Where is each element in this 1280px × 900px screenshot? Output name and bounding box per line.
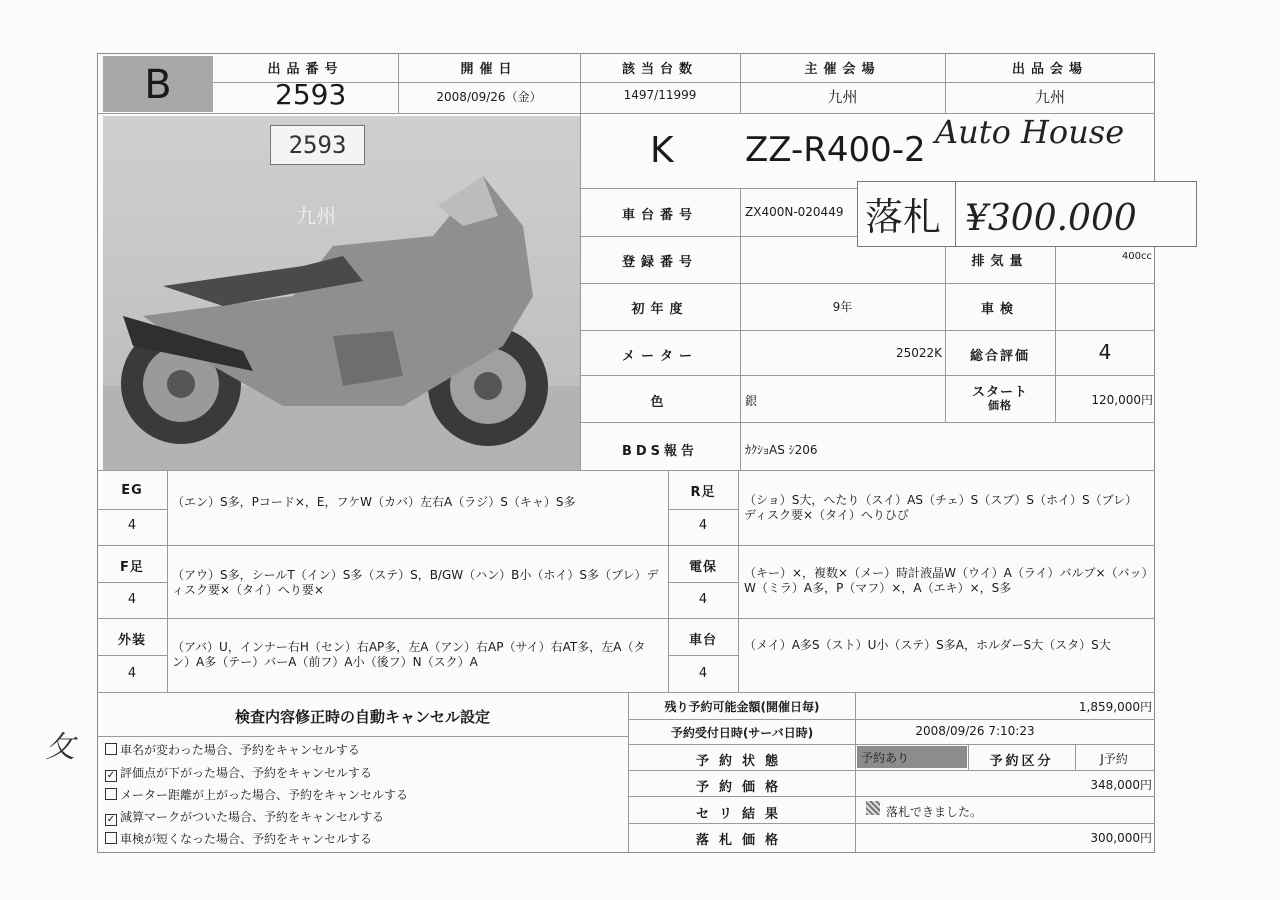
reservation-type: J予約 (1100, 752, 1128, 766)
auction-result-label: セリ結果 (695, 807, 788, 822)
cancel-option-deduction-mark[interactable]: ✓ 減算マークがついた場合、予約をキャンセルする (106, 810, 385, 825)
count-value: 1497/11999 (623, 88, 697, 102)
displacement-label: 排気量 (971, 254, 1029, 269)
inspection-label: 車検 (980, 302, 1019, 317)
host-venue: 九州 (827, 88, 858, 106)
checkbox-checked-icon[interactable]: ✓ (106, 770, 116, 781)
rear-leg-note: （ショ）S大，へたり（スイ）AS（チェ）S（スブ）S（ホイ）S（ブレ）ディスク要×（タイ）へりひび (744, 493, 1138, 522)
exterior-note: （アバ）U，インナー右H（セン）右AP多，左A（アン）右AP（サイ）右AT多，左A（タン）A多（テー）バーA（前フ）A小（後フ）N（スク）A (172, 640, 646, 669)
exterior-score: 4 (127, 666, 137, 681)
auction-date: 2008/09/26（金） (436, 90, 542, 104)
handwritten-buyer: Auto House (935, 113, 1125, 151)
remaining-budget-label: 残り予約可能金額(開催日毎) (664, 700, 820, 714)
eg-score: 4 (127, 518, 137, 533)
cancel-option-meter-increase[interactable]: メーター距離が上がった場合、予約をキャンセルする (105, 786, 408, 803)
auction-result: 落札できました。 (886, 805, 983, 819)
rear-leg-score: 4 (698, 518, 708, 533)
result-icon (866, 801, 880, 815)
reservation-price: 348,000円 (1090, 778, 1152, 792)
reservation-type-label: 予約区分 (989, 754, 1054, 769)
final-price: 300,000円 (1090, 831, 1152, 845)
checkbox-checked-icon[interactable]: ✓ (106, 814, 116, 825)
chassis-score: 4 (698, 666, 708, 681)
count-label: 該当台数 (621, 62, 698, 77)
remaining-budget: 1,859,000円 (1078, 700, 1152, 714)
venue: 九州 (1034, 88, 1065, 106)
electrical-label: 電保 (688, 560, 717, 575)
eg-label: EG (121, 483, 143, 498)
eg-note: （エン）S多，Pコード×，E，フケW（カバ）左右A（ラジ）S（キャ）S多 (172, 495, 576, 509)
margin-handwritten-mark: ⺙ (45, 730, 75, 765)
start-price-label-2: 価格 (988, 399, 1012, 412)
bds-report-label: BDS報告 (621, 444, 699, 459)
first-year-value: 9年 (832, 300, 853, 314)
motorcycle-image (103, 116, 580, 470)
overall-score-label: 総合評価 (969, 349, 1030, 364)
frame-number-label: 車台番号 (621, 208, 698, 223)
reservation-price-label: 予約価格 (695, 780, 788, 795)
reservation-status: 予約あり (857, 746, 967, 768)
auto-cancel-title: 検査内容修正時の自動キャンセル設定 (234, 708, 490, 726)
grade-letter: B (103, 56, 213, 112)
final-price-label: 落札価格 (695, 833, 788, 848)
auction-date-label: 開催日 (460, 62, 518, 77)
start-price: 120,000円 (1091, 393, 1153, 407)
chassis-note: （メイ）A多S（スト）U小（ステ）S多A，ホルダーS大（スタ）S大 (744, 638, 1111, 652)
reservation-time: 2008/09/26 7:10:23 (915, 724, 1035, 738)
lot-number: 2593 (275, 78, 347, 111)
handwritten-price: ¥300.000 (965, 198, 1137, 239)
meter-value: 25022K (895, 346, 942, 360)
host-venue-label: 主催会場 (804, 62, 881, 77)
color-value: 銀 (745, 394, 758, 408)
checkbox-unchecked-icon[interactable] (105, 788, 117, 800)
vehicle-photo (103, 116, 580, 470)
reservation-time-label: 予約受付日時(サーバ日時) (670, 726, 814, 740)
front-leg-note: （アウ）S多，シールT（イン）S多（ステ）S，B/GW（ハン）B小（ホイ）S多（ブレ）ディスク要×（タイ）へり要× (172, 568, 659, 597)
first-year-label: 初年度 (631, 302, 689, 317)
overall-score: 4 (1098, 340, 1112, 364)
lot-number-label: 出品番号 (267, 62, 344, 77)
electrical-score: 4 (698, 592, 708, 607)
cancel-option-model-change[interactable]: 車名が変わった場合、予約をキャンセルする (105, 741, 360, 758)
front-leg-label: F足 (120, 560, 144, 575)
frame-number: ZX400N-020449 (745, 205, 844, 219)
meter-label: メーター (621, 349, 698, 364)
chassis-label: 車台 (688, 633, 717, 648)
color-label: 色 (650, 395, 670, 410)
registration-label: 登録番号 (621, 255, 698, 270)
reservation-status-label: 予約状態 (695, 754, 788, 769)
rear-leg-label: R足 (690, 485, 716, 500)
photo-watermark: 九州 (296, 204, 336, 228)
displacement-value: 400cc (1121, 251, 1152, 262)
venue-label: 出品会場 (1011, 62, 1088, 77)
exterior-label: 外装 (117, 633, 146, 648)
start-price-label: スタート (971, 385, 1028, 400)
cancel-option-inspection-shorter[interactable]: 車検が短くなった場合、予約をキャンセルする (105, 830, 372, 847)
bds-report: ｶｸｼｮAS ｼ206 (745, 443, 818, 457)
cancel-option-score-drop[interactable]: ✓ 評価点が下がった場合、予約をキャンセルする (106, 766, 373, 781)
maker-code: K (650, 130, 674, 171)
checkbox-unchecked-icon[interactable] (105, 832, 117, 844)
checkbox-unchecked-icon[interactable] (105, 743, 117, 755)
photo-lot-card: 2593 (270, 125, 365, 165)
electrical-note: （キー）×，複数×（メー）時計液晶W（ウイ）A（ライ）バルブ×（バッ）W（ミラ）A多，P（マフ）×，A（エキ）×，S多 (744, 566, 1148, 595)
model-name: ZZ-R400-2 (745, 130, 926, 170)
handwritten-sold: 落札 (865, 195, 942, 239)
front-leg-score: 4 (127, 592, 137, 607)
